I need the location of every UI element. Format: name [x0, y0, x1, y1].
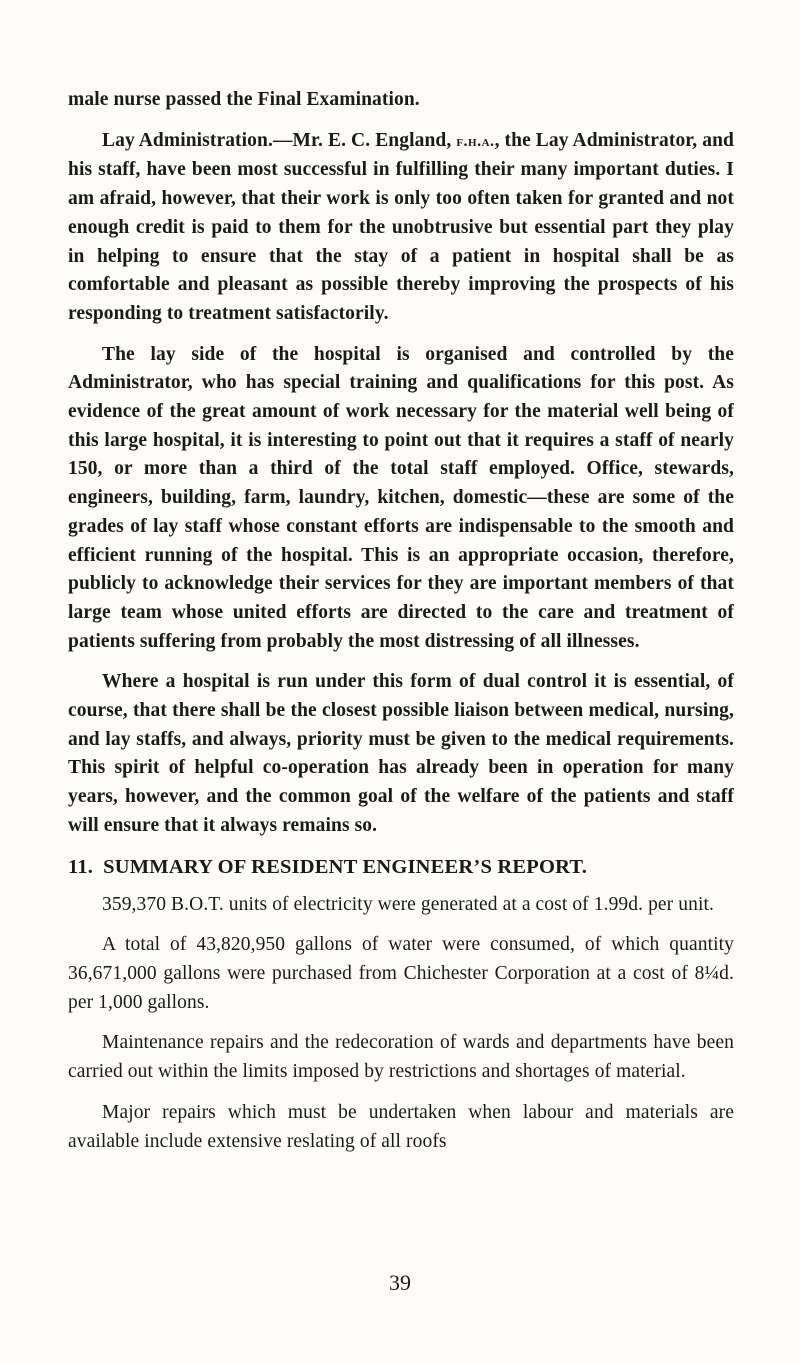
paragraph-text: , the Lay Administrator, and his staff, have been most successful in fulfilling their many important duties. I am afraid, however, that their work is only too often taken for granted and not enough credit is paid to them for the unobtrusive but essential part they play in helping to ensure that the stay of a patient in hospital shall be as comfortable and pleasant as possible thereby improving the prospects of his responding to treatment satisfactorily. — [68, 129, 734, 324]
qualification-abbrev: f.h.a. — [456, 132, 495, 150]
page-number: 39 — [389, 1270, 411, 1295]
section-number: 11. — [68, 855, 94, 878]
paragraph-lead-heading: Lay Administration. — [102, 129, 273, 151]
paragraph-dual-control: Where a hospital is run under this form of dual control it is essential, of course, that there shall be the closest possible liaison between medical, nursing, and lay staffs, and always, priority must be given to the medical requirements. This spirit of helpful co-operation has already been in operation for many years, however, and the common goal of the welfare of the patients and staff will ensure that it always remains so. — [68, 671, 734, 836]
section-heading — [68, 853, 734, 881]
paragraph-text: —Mr. E. C. England, — [272, 129, 457, 151]
paragraph-water: A total of 43,820,950 gallons of water were consumed, of which quantity 36,671,000 gallons were purchased from Chichester Corporation at a cost of 8¼d. per 1,000 gallons. — [68, 934, 734, 1013]
paragraph-maintenance: Maintenance repairs and the redecoration of wards and departments have been carried out within the limits imposed by restrictions and shortages of material. — [68, 1032, 734, 1083]
paragraph-continuation: male nurse passed the Final Examination. — [68, 89, 420, 110]
section-title: SUMMARY OF RESIDENT ENGINEER’S REPORT. — [103, 855, 588, 878]
paragraph-lay-administration — [68, 127, 734, 329]
paragraph-lay-side: The lay side of the hospital is organised and controlled by the Administrator, who has special training and qualifications for this post. As evidence of the great amount of work necessary for the material well being of this large hospital, it is interesting to point out that it requires a staff of nearly 150, or more than a third of the total staff employed. Office, stewards, engineers, building, farm, laundry, kitchen, domestic—these are some of the grades of lay staff whose constant efforts are indispensable to the smooth and efficient running of the hospital. This is an appropriate occasion, therefore, publicly to acknowledge their services for they are important members of that large team whose united efforts are directed to the care and treatment of patients suffering from probably the most distressing of all illnesses. — [68, 343, 734, 652]
document-page — [68, 86, 734, 1168]
paragraph-electricity: 359,370 B.O.T. units of electricity were generated at a cost of 1.99d. per unit. — [102, 893, 714, 915]
paragraph-major-repairs: Major repairs which must be undertaken when labour and materials are available include extensive reslating of all roofs — [68, 1101, 734, 1152]
